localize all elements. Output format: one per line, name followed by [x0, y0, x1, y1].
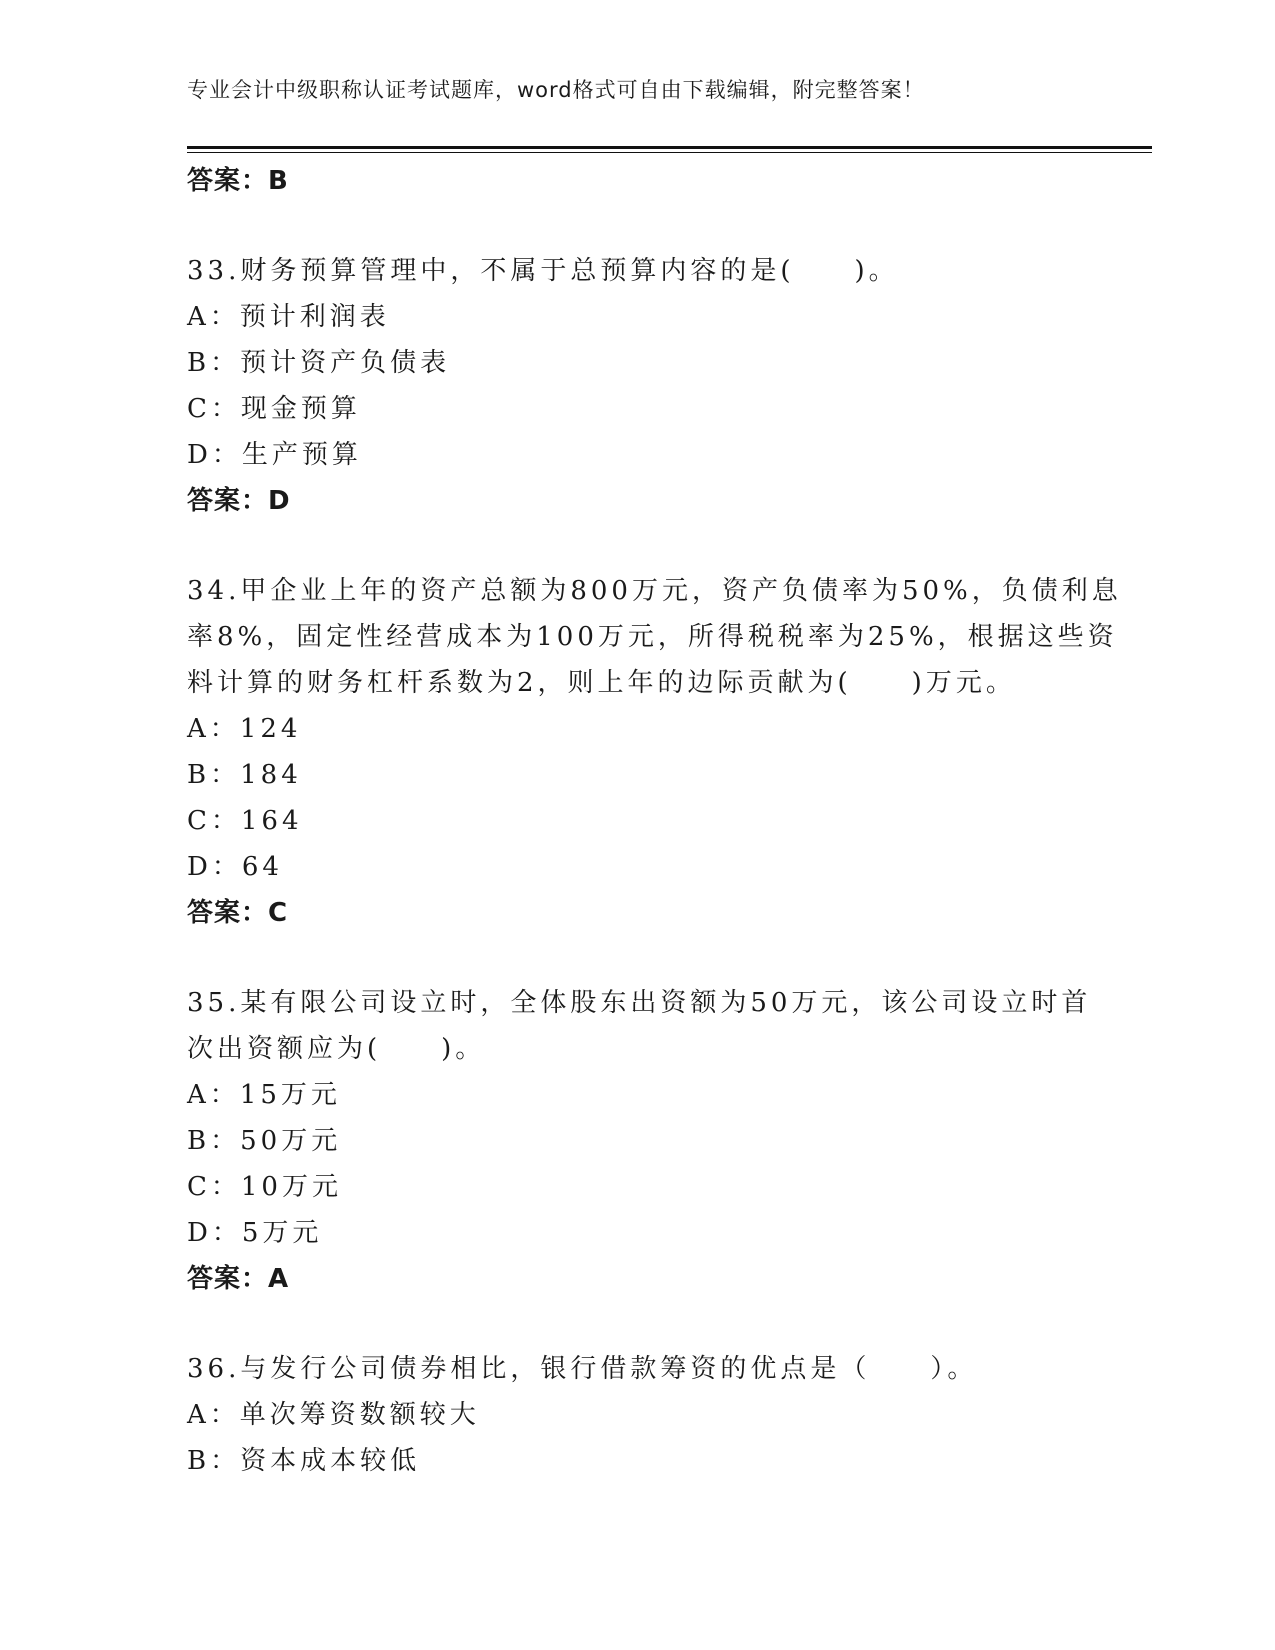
option-d: D：生产预算 — [187, 440, 362, 470]
option-a: A：单次筹资数额较大 — [187, 1400, 480, 1430]
stem-line: 36.与发行公司债券相比，银行借款筹资的优点是（ ）。 — [187, 1354, 978, 1384]
option-b: B：50万元 — [187, 1126, 342, 1156]
stem-line: 35.某有限公司设立时，全体股东出资额为50万元，该公司设立时首 — [187, 988, 1092, 1018]
question-answer: 答案：A — [187, 1264, 290, 1294]
option-d: D：5万元 — [187, 1218, 323, 1248]
stem-line: 34.甲企业上年的资产总额为800万元，资产负债率为50%，负债利息 — [187, 576, 1122, 606]
stem-line: 率8%，固定性经营成本为100万元，所得税税率为25%，根据这些资 — [187, 622, 1118, 652]
stem-line: 料计算的财务杠杆系数为2，则上年的边际贡献为( )万元。 — [187, 668, 1016, 698]
option-a: A：预计利润表 — [187, 302, 390, 332]
header-rule-thick — [187, 146, 1152, 149]
question-34 — [187, 568, 1122, 936]
question-33 — [187, 248, 1087, 524]
option-c: C：10万元 — [187, 1172, 342, 1202]
question-answer: 答案：D — [187, 486, 291, 516]
option-b: B：预计资产负债表 — [187, 348, 451, 378]
document-header: 专业会计中级职称认证考试题库，word格式可自由下载编辑，附完整答案！ — [187, 78, 925, 102]
stem-line: 33.财务预算管理中，不属于总预算内容的是( )。 — [187, 256, 899, 286]
question-list — [187, 158, 1122, 1484]
question-answer: 答案：C — [187, 898, 289, 928]
spacer — [187, 936, 1087, 980]
header-rule-thin — [187, 152, 1152, 153]
spacer — [187, 204, 1087, 248]
previous-answer: 答案：B — [187, 166, 289, 196]
option-b: B：资本成本较低 — [187, 1446, 421, 1476]
option-a: A：15万元 — [187, 1080, 341, 1110]
question-stem — [187, 1346, 1087, 1392]
question-stem — [187, 980, 1092, 1072]
option-a: A：124 — [187, 714, 302, 744]
spacer — [187, 524, 1087, 568]
question-stem — [187, 248, 1087, 294]
option-c: C：164 — [187, 806, 303, 836]
stem-line: 次出资额应为( )。 — [187, 1034, 486, 1064]
question-stem — [187, 568, 1122, 706]
question-35 — [187, 980, 1092, 1302]
option-d: D：64 — [187, 852, 283, 882]
question-36 — [187, 1346, 1087, 1484]
option-b: B：184 — [187, 760, 302, 790]
spacer — [187, 1302, 1087, 1346]
option-c: C：现金预算 — [187, 394, 361, 424]
